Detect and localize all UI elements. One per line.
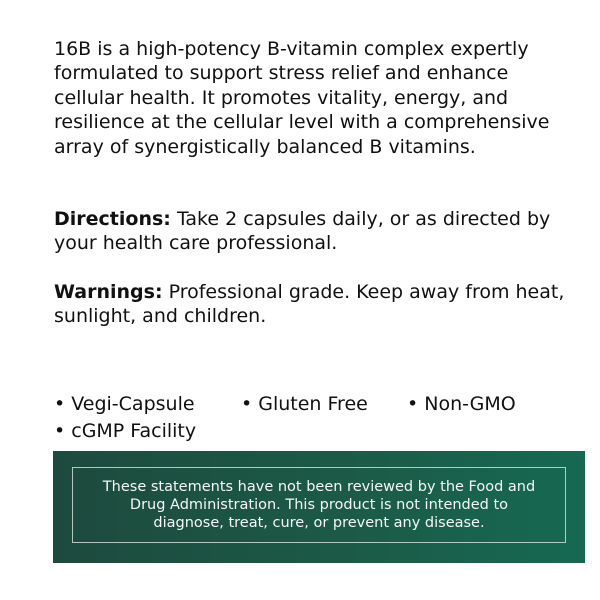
product-description: 16B is a high-potency B-vitamin complex expertly formulated to support stress relief and enhance cellular health. It promotes vitality, energy, and resilience at the cellular level with a comprehensive array of synergistically balanced B vitamins. (54, 38, 550, 158)
directions-label: Directions: (54, 208, 171, 230)
warnings-label: Warnings: (54, 281, 163, 303)
disclaimer-banner (53, 451, 585, 563)
feature-vegi-capsule: • Vegi-Capsule (54, 393, 195, 415)
feature-gluten-free: • Gluten Free (241, 393, 368, 415)
feature-cgmp-facility: • cGMP Facility (54, 420, 197, 442)
directions-text: Take 2 capsules daily, or as directed by your health care professional. (54, 208, 551, 255)
directions-section (54, 207, 574, 256)
feature-non-gmo: • Non-GMO (407, 393, 516, 415)
warnings-text: Professional grade. Keep away from heat, sunlight, and children. (54, 281, 565, 328)
disclaimer-text: These statements have not been reviewed by the Food and Drug Administration. This product is not intended to diagnose, treat, cure, or prevent any disease. (102, 479, 536, 531)
warnings-section (54, 280, 574, 329)
disclaimer-box (72, 467, 566, 543)
